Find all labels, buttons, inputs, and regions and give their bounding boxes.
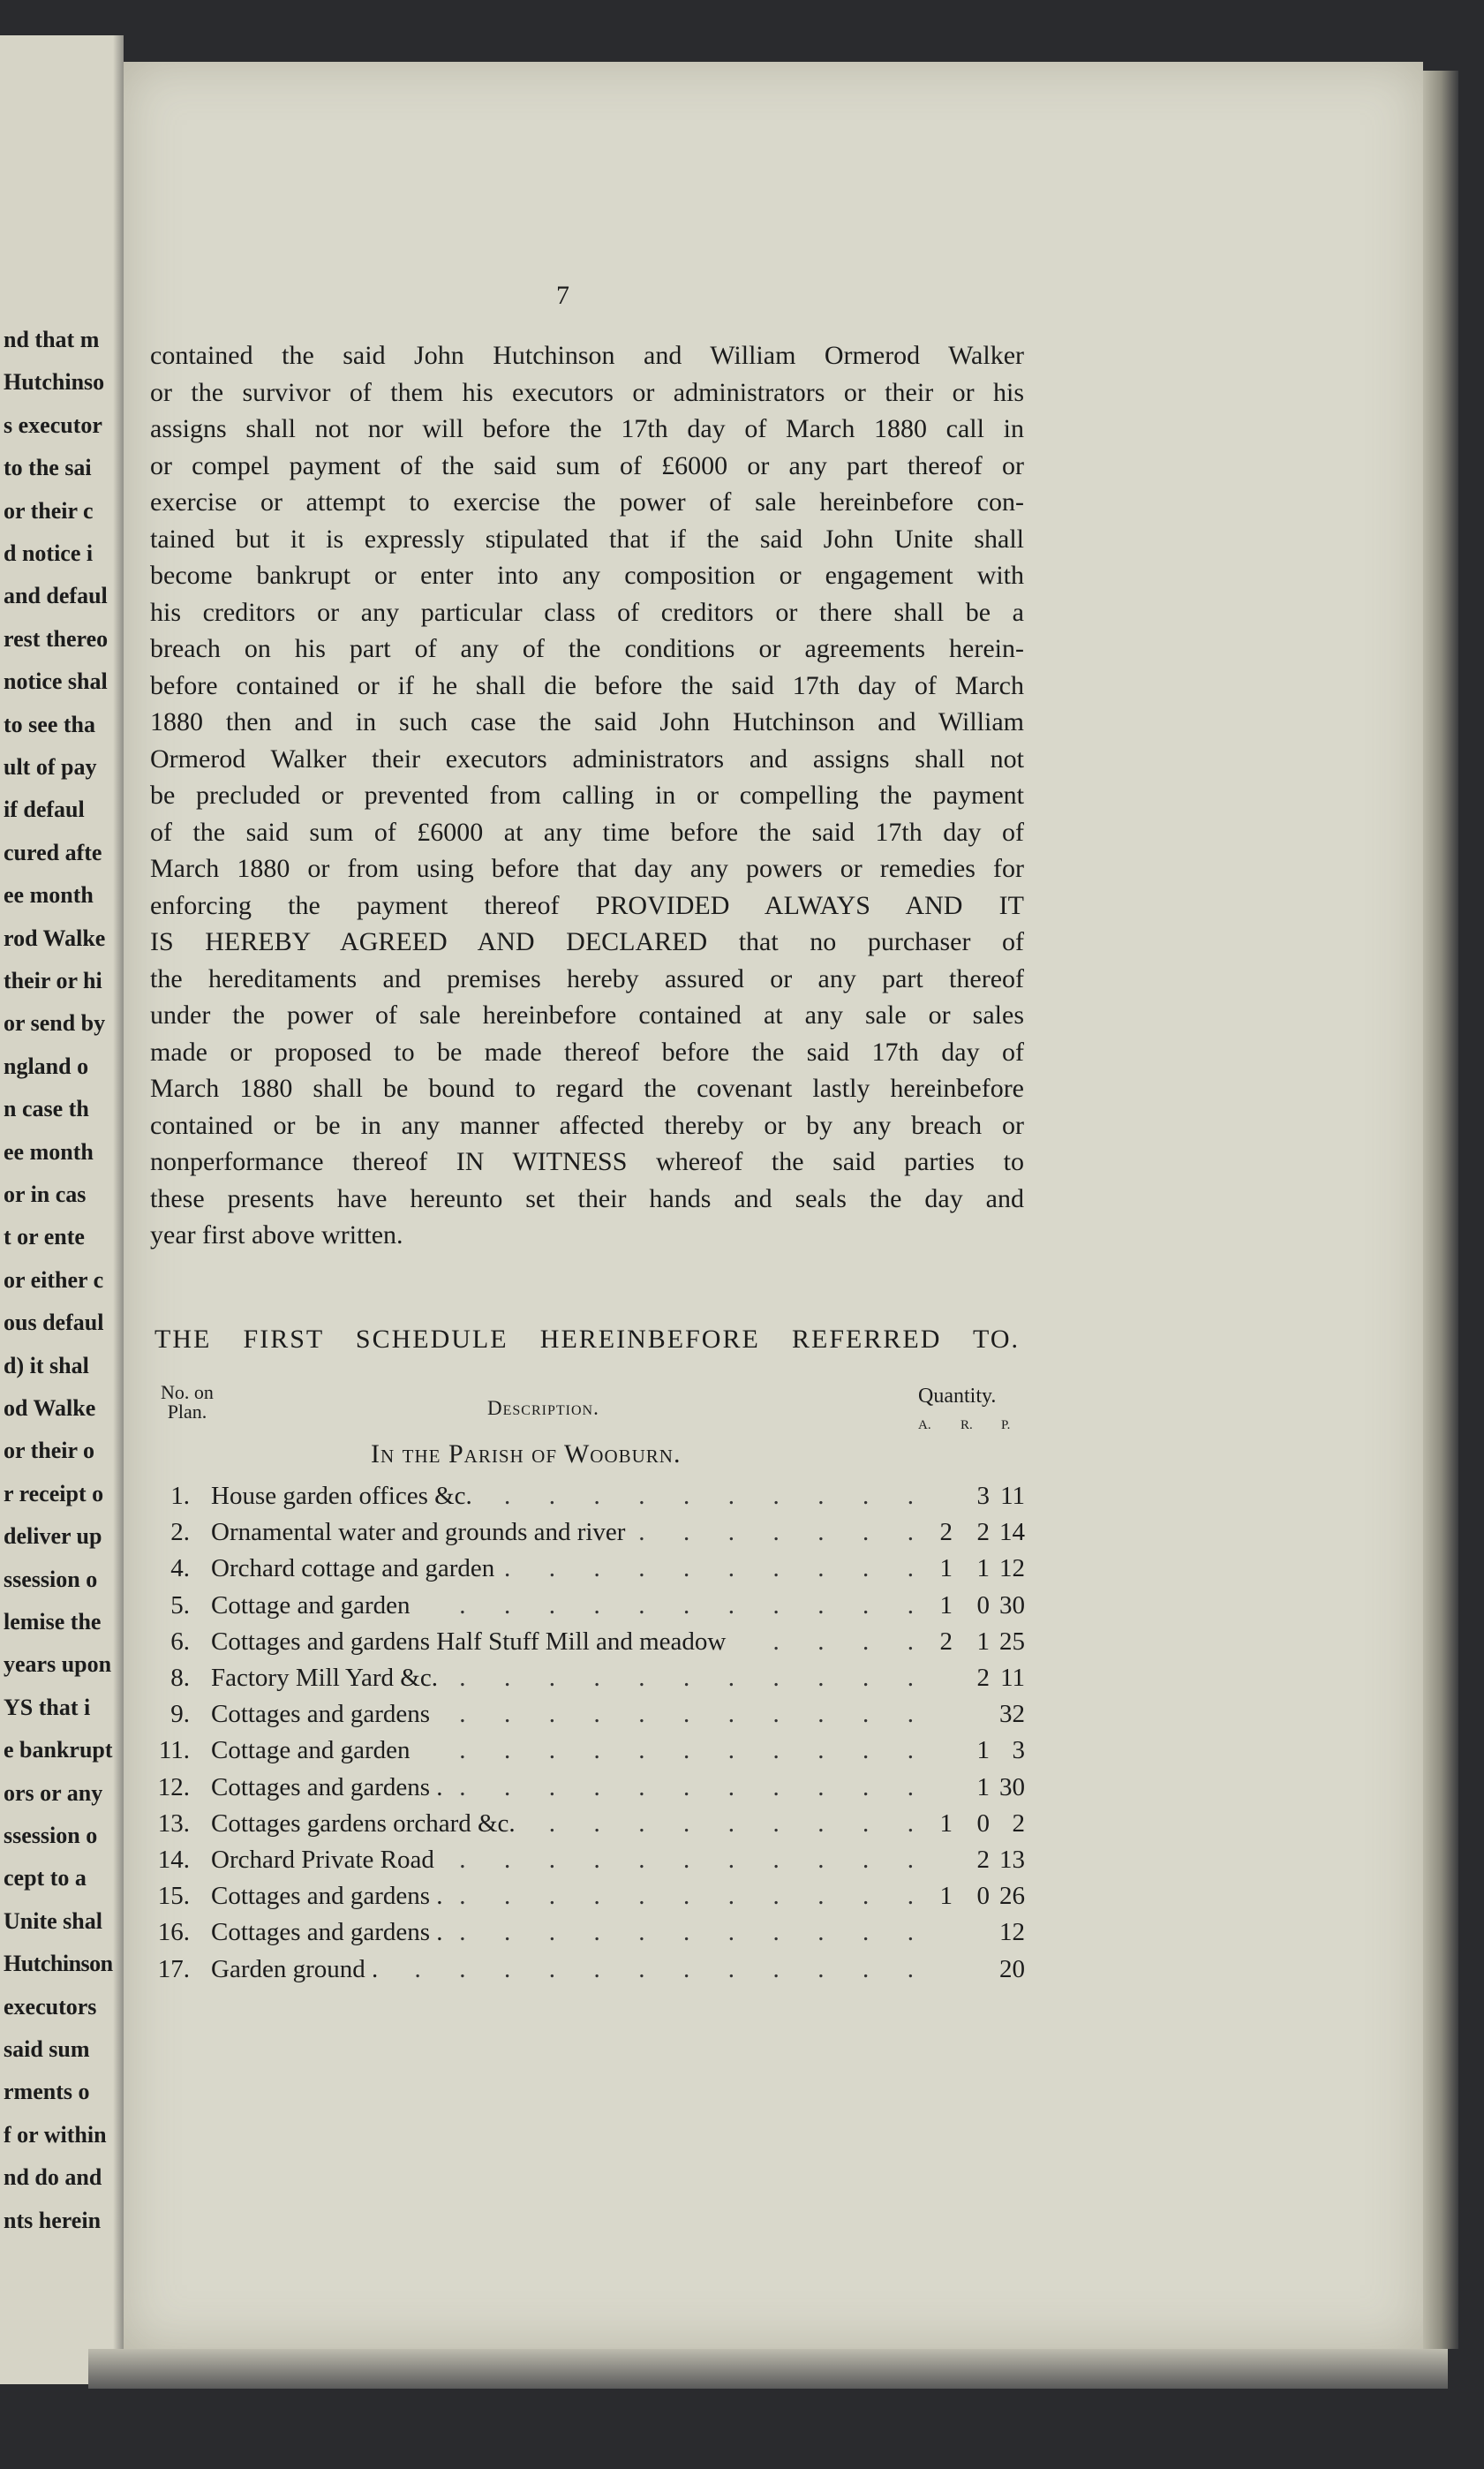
description: Orchard cottage and garden — [211, 1554, 495, 1583]
leader-dots: . . . . . . . . . . . — [459, 1882, 914, 1911]
page-number: 7 — [556, 281, 569, 310]
left-page-line: ngland o — [4, 1053, 89, 1079]
plan-number: 9. — [170, 1700, 190, 1729]
plan-number: 1. — [170, 1482, 190, 1510]
left-page-line: cured afte — [4, 839, 102, 865]
col-description-header: Description. — [487, 1397, 599, 1419]
description: Cottages and gardens . — [211, 1772, 443, 1801]
description-cell — [211, 1516, 914, 1548]
body-line: 1880 then and in such case the said John Hutchinson and William — [150, 707, 1024, 736]
perches: 14 — [999, 1518, 1025, 1547]
acres: 2 — [939, 1627, 953, 1656]
left-page-line: YS that i — [4, 1694, 91, 1720]
description-cell — [211, 1916, 914, 1948]
perches: 20 — [999, 1954, 1025, 1983]
left-page-line: r receipt o — [4, 1480, 104, 1506]
body-line: made or proposed to be made thereof before the said 17th day of — [150, 1037, 1024, 1067]
roods: 1 — [976, 1736, 990, 1765]
description-cell — [211, 1552, 914, 1584]
description: Cottages and gardens — [211, 1700, 431, 1729]
description-cell — [211, 1953, 914, 1985]
left-page-line: rest thereo — [4, 625, 109, 652]
table-row — [146, 1589, 1024, 1623]
left-page-line: notice shal — [4, 668, 108, 695]
acres: 2 — [939, 1518, 953, 1547]
plan-number: 17. — [157, 1954, 190, 1983]
body-line: IS HEREBY AGREED AND DECLARED that no purchaser of — [150, 927, 1024, 956]
left-page-line: d) it shal — [4, 1352, 89, 1378]
body-line: contained the said John Hutchinson and William Ormerod Walker — [150, 341, 1024, 370]
table-row — [146, 1698, 1024, 1732]
left-page-line: years upon — [4, 1651, 112, 1678]
left-page-line: nd do and — [4, 2164, 102, 2191]
table-row — [146, 1662, 1024, 1695]
left-page-line: nd that m — [4, 327, 100, 352]
left-page-line: Unite shal — [4, 1907, 102, 1934]
table-row — [146, 1734, 1024, 1768]
roods: 3 — [976, 1482, 990, 1510]
body-line: be precluded or prevented from calling in or compelling the payment — [150, 781, 1024, 810]
table-row — [146, 1953, 1024, 1987]
roods: 1 — [976, 1772, 990, 1801]
acres: 1 — [939, 1808, 953, 1838]
table-row — [146, 1844, 1024, 1877]
perches: 3 — [1012, 1736, 1025, 1765]
description-cell — [211, 1626, 914, 1657]
left-page-line: ult of pay — [4, 754, 97, 780]
body-line: or the survivor of them his executors or administrators or their or his — [150, 377, 1024, 407]
left-page-line: if defaul — [4, 797, 85, 823]
table-row — [146, 1916, 1024, 1950]
roods: 2 — [976, 1518, 990, 1547]
col-quantity-header: Quantity. — [918, 1385, 997, 1408]
body-line: these presents have hereunto set their hands and seals the day and — [150, 1183, 1024, 1213]
perches: 30 — [999, 1772, 1025, 1801]
left-page-line: d notice i — [4, 540, 94, 566]
body-line: nonperformance thereof IN WITNESS whereof the said parties to — [150, 1147, 1024, 1176]
leader-dots: . . . . . . . . . — [548, 1808, 914, 1838]
plan-number: 8. — [170, 1664, 190, 1692]
description-cell — [211, 1880, 914, 1912]
description-cell — [211, 1771, 914, 1803]
leader-dots: . . . . . . . . . . . — [459, 1590, 914, 1620]
body-line: of the said sum of £6000 at any time before the said 17th day of — [150, 817, 1024, 847]
left-page-line: f or within — [4, 2121, 107, 2148]
col-no-line1: No. on — [161, 1381, 214, 1403]
description: Orchard Private Road — [211, 1846, 434, 1874]
acres: 1 — [939, 1882, 953, 1911]
description: Cottages and gardens . — [211, 1918, 443, 1947]
leader-dots: . . . . . . . . . . — [504, 1554, 914, 1583]
description: Cottages and gardens Half Stuff Mill and meadow — [211, 1627, 727, 1656]
plan-number: 16. — [157, 1918, 190, 1947]
body-line: or compel payment of the said sum of £6000 or any part thereof or — [150, 450, 1024, 480]
left-page-line: rments o — [4, 2079, 90, 2105]
description: Factory Mill Yard &c. — [211, 1664, 438, 1692]
left-page-line: cept to a — [4, 1865, 87, 1891]
perches: 12 — [999, 1554, 1025, 1583]
gutter-shadow — [113, 35, 124, 2384]
plan-number: 6. — [170, 1627, 190, 1656]
description: House garden offices &c. — [211, 1482, 472, 1510]
leader-dots: . . . . . . . — [638, 1518, 914, 1547]
table-row — [146, 1880, 1024, 1914]
body-line: contained or be in any manner affected thereby or by any breach or — [150, 1110, 1024, 1140]
body-line: year first above written. — [150, 1220, 403, 1250]
table-row — [146, 1771, 1024, 1805]
left-page-line: ee month — [4, 882, 94, 909]
left-page-line: t or ente — [4, 1224, 85, 1250]
col-no-line2: Plan. — [167, 1401, 207, 1423]
perches: 2 — [1012, 1808, 1025, 1838]
table-row — [146, 1552, 1024, 1586]
left-page-line: e bankrupt — [4, 1737, 113, 1763]
plan-number: 14. — [157, 1846, 190, 1874]
left-page-line: ssession o — [4, 1823, 98, 1848]
left-page-line: to see tha — [4, 711, 95, 737]
body-line: assigns shall not nor will before the 17th day of March 1880 call in — [150, 414, 1024, 443]
roods: 1 — [976, 1627, 990, 1656]
left-page-line: n case th — [4, 1096, 89, 1122]
description: Cottages and gardens . — [211, 1882, 443, 1911]
schedule-title: THE FIRST SCHEDULE HEREINBEFORE REFERRED TO. — [154, 1325, 1020, 1354]
body-line: before contained or if he shall die before the said 17th day of March — [150, 670, 1024, 700]
col-a-header: A. — [918, 1418, 931, 1432]
page-edge — [1423, 71, 1458, 2349]
col-p-header: P. — [1001, 1418, 1011, 1432]
body-line: Ormerod Walker their executors administrators and assigns shall not — [150, 744, 1024, 774]
perches: 26 — [999, 1882, 1025, 1911]
description-cell — [211, 1844, 914, 1876]
left-page-line: or either c — [4, 1266, 104, 1293]
roods: 0 — [976, 1882, 990, 1911]
col-r-header: R. — [960, 1418, 973, 1432]
plan-number: 5. — [170, 1590, 190, 1620]
plan-number: 13. — [157, 1808, 190, 1838]
description-cell — [211, 1589, 914, 1621]
description: Cottages gardens orchard &c. — [211, 1808, 516, 1838]
roods: 2 — [976, 1846, 990, 1874]
leader-dots: . . . . . . . . . . . — [459, 1918, 914, 1947]
perches: 12 — [999, 1918, 1025, 1947]
leader-dots: . . . . — [772, 1627, 914, 1656]
left-page-line: lemise the — [4, 1609, 102, 1635]
roods: 0 — [976, 1590, 990, 1620]
left-page-line: their or hi — [4, 968, 102, 993]
description: Cottage and garden — [211, 1736, 411, 1765]
plan-number: 12. — [157, 1772, 190, 1801]
left-page-line: ors or any — [4, 1779, 103, 1806]
left-page-fragment — [0, 35, 124, 2384]
description-cell — [211, 1698, 914, 1730]
leader-dots: . . . . . . . . . . . . — [414, 1954, 914, 1983]
body-line: become bankrupt or enter into any composition or engagement with — [150, 561, 1024, 590]
left-page-line: executors — [4, 1993, 97, 2020]
leader-dots: . . . . . . . . . . — [504, 1482, 914, 1510]
plan-number: 11. — [158, 1736, 190, 1765]
perches: 32 — [999, 1700, 1025, 1729]
description: Cottage and garden — [211, 1590, 411, 1620]
left-page-line: to the sai — [4, 455, 92, 481]
left-page-line: nts herein — [4, 2207, 102, 2233]
left-page-line: s executor — [4, 412, 102, 438]
left-page-line: deliver up — [4, 1523, 102, 1550]
body-line: tained but it is expressly stipulated that if the said John Unite shall — [150, 524, 1024, 554]
description-cell — [211, 1480, 914, 1512]
plan-number: 4. — [170, 1554, 190, 1583]
leader-dots: . . . . . . . . . . . — [459, 1664, 914, 1692]
leader-dots: . . . . . . . . . . . — [459, 1772, 914, 1801]
perches: 30 — [999, 1590, 1025, 1620]
left-page-line: ous defaul — [4, 1310, 104, 1336]
table-row — [146, 1516, 1024, 1550]
acres: 1 — [939, 1590, 953, 1620]
left-page-line: rod Walke — [4, 925, 106, 951]
left-page-line: or their c — [4, 497, 94, 524]
perches: 25 — [999, 1627, 1025, 1656]
plan-number: 15. — [157, 1882, 190, 1911]
left-page-line: said sum — [4, 2036, 90, 2062]
perches: 11 — [1000, 1482, 1025, 1510]
description-cell — [211, 1662, 914, 1694]
description: Ornamental water and grounds and river — [211, 1518, 626, 1547]
body-line: March 1880 shall be bound to regard the covenant lastly hereinbefore — [150, 1074, 1024, 1103]
body-line: under the power of sale hereinbefore contained at any sale or sales — [150, 1000, 1024, 1030]
roods: 2 — [976, 1664, 990, 1692]
description: Garden ground . — [211, 1954, 379, 1983]
description-cell — [211, 1808, 914, 1839]
left-page-line: Hutchinso — [4, 369, 105, 396]
leader-dots: . . . . . . . . . . . — [459, 1736, 914, 1765]
left-page-line: od Walke — [4, 1395, 96, 1421]
col-no-header — [152, 1383, 222, 1422]
plan-number: 2. — [170, 1518, 190, 1547]
body-line: enforcing the payment thereof PROVIDED ALWAYS AND IT — [150, 890, 1024, 920]
roods: 1 — [976, 1554, 990, 1583]
roods: 0 — [976, 1808, 990, 1838]
left-page-line: or in cas — [4, 1182, 87, 1207]
left-page-line: ee month — [4, 1138, 94, 1165]
left-page-line: Hutchinson — [4, 1951, 113, 1977]
body-line: breach on his part of any of the conditions or agreements herein- — [150, 634, 1024, 663]
left-page-line: ssession o — [4, 1566, 98, 1592]
description-cell — [211, 1734, 914, 1766]
body-line: exercise or attempt to exercise the power of sale hereinbefore con- — [150, 487, 1024, 517]
body-line: his creditors or any particular class of creditors or there shall be a — [150, 597, 1024, 627]
leader-dots: . . . . . . . . . . . — [459, 1846, 914, 1874]
table-row — [146, 1626, 1024, 1659]
table-row — [146, 1808, 1024, 1841]
book-bottom-edge — [88, 2349, 1448, 2389]
body-line: March 1880 or from using before that day any powers or remedies for — [150, 854, 1024, 883]
left-page-line: or their o — [4, 1438, 95, 1464]
left-page-line: or send by — [4, 1010, 106, 1037]
left-page-line: and defaul — [4, 583, 108, 609]
table-row — [146, 1480, 1024, 1514]
perches: 13 — [999, 1846, 1025, 1874]
leader-dots: . . . . . . . . . . . — [459, 1700, 914, 1729]
acres: 1 — [939, 1554, 953, 1583]
body-line: the hereditaments and premises hereby assured or any part thereof — [150, 963, 1024, 993]
perches: 11 — [1000, 1664, 1025, 1692]
parish-heading: In the Parish of Wooburn. — [371, 1439, 682, 1469]
